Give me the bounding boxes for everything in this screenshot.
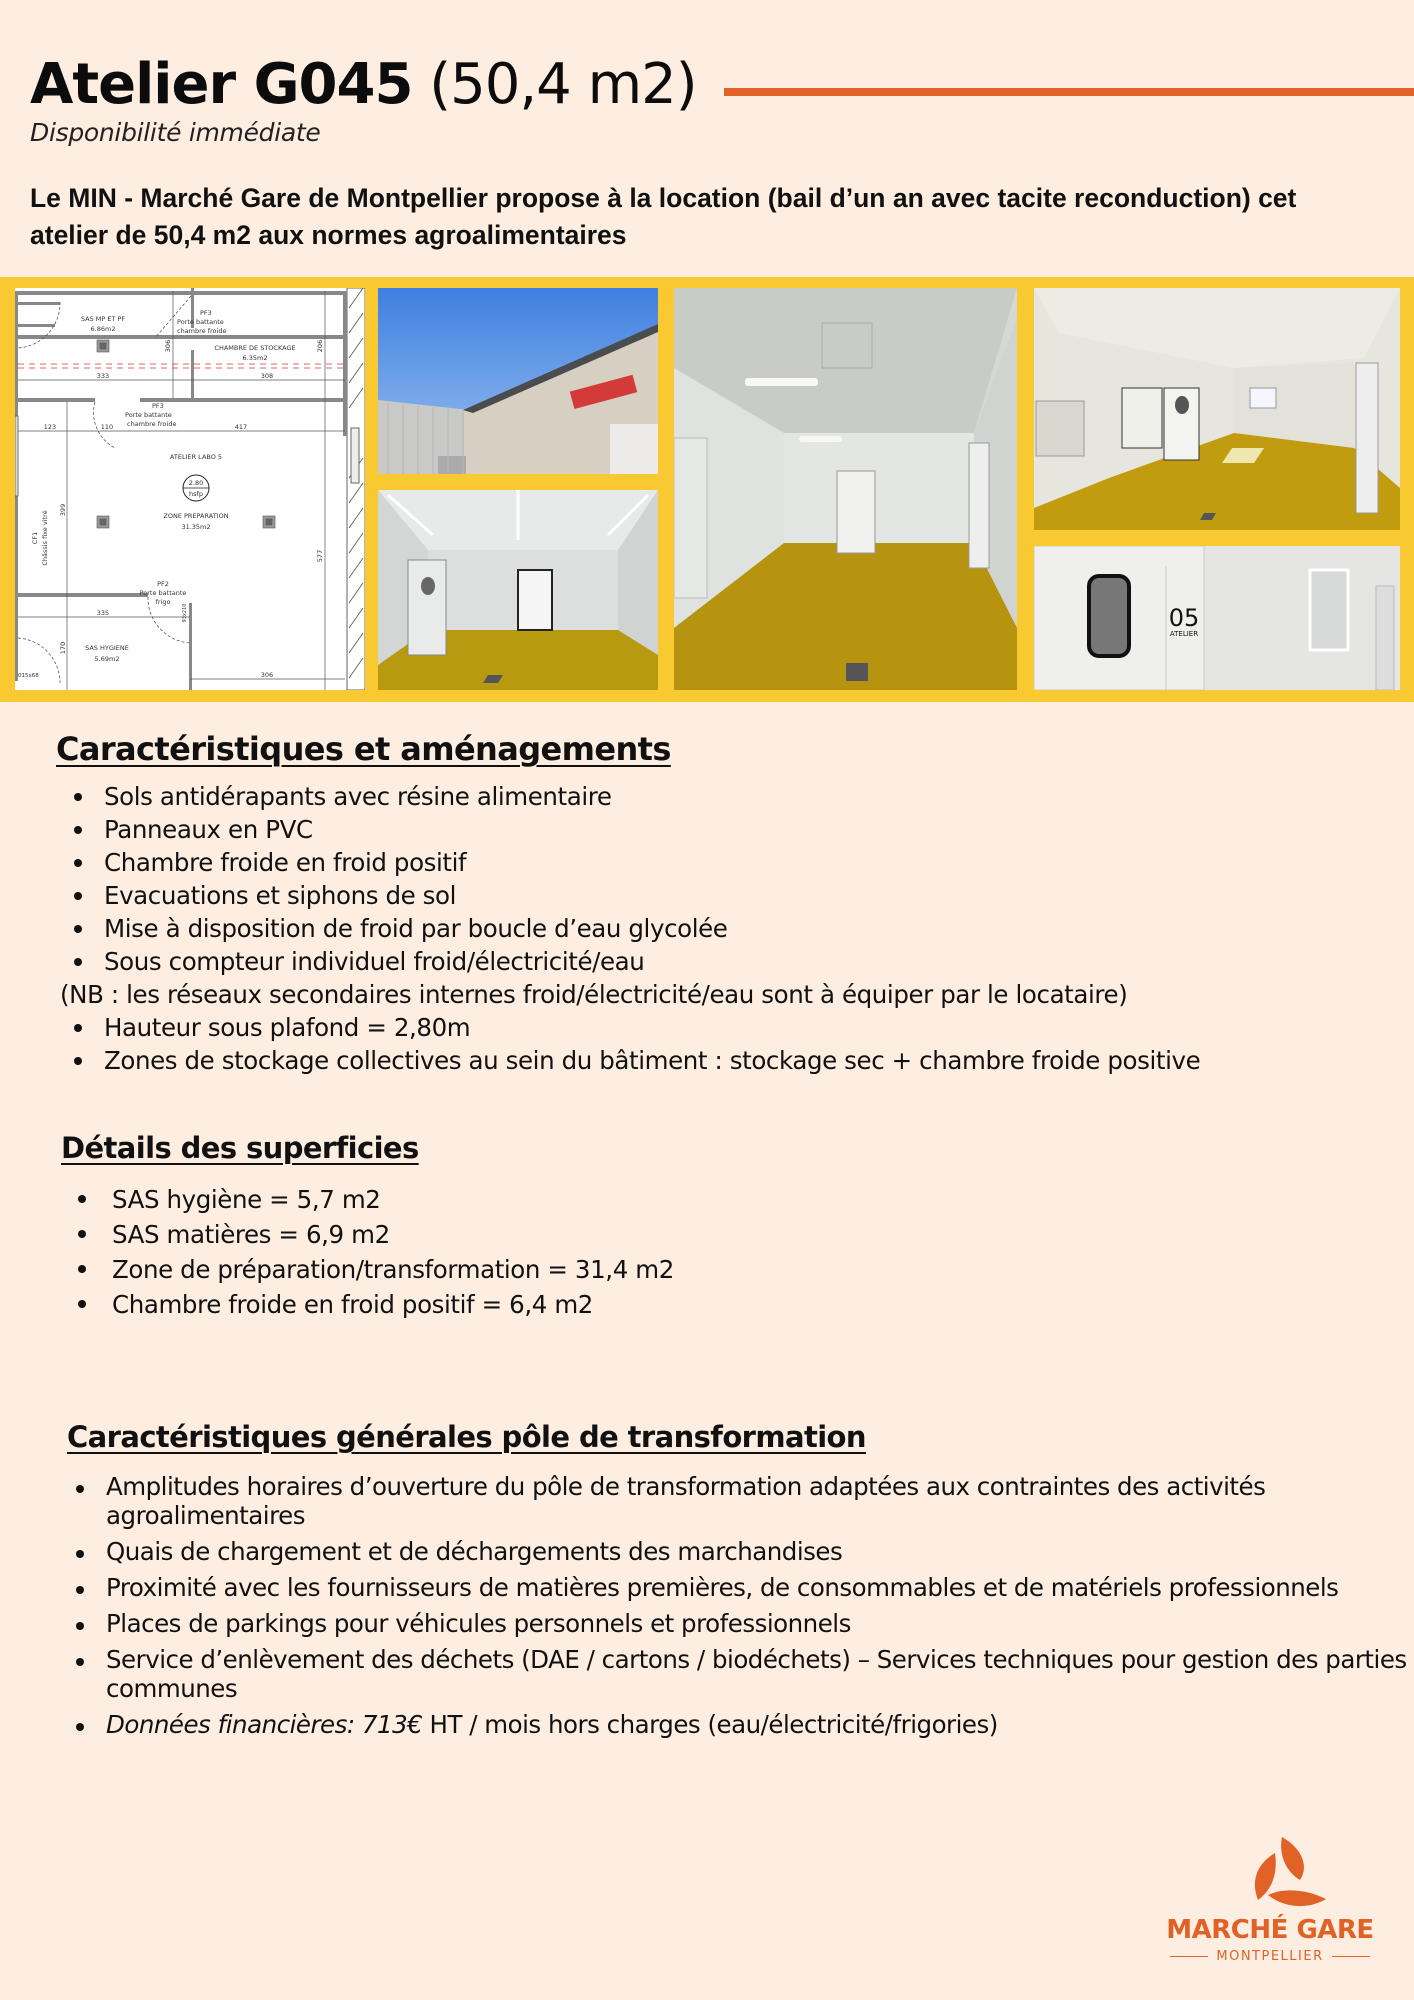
bullet-icon <box>76 1723 84 1731</box>
dimension-label: 206 <box>316 339 324 353</box>
pole-list <box>106 1472 1414 1746</box>
door-code: PF3 <box>152 402 164 410</box>
list-item: SAS hygiène = 5,7 m2 <box>112 1182 674 1217</box>
list-item: Mise à disposition de froid par boucle d’eau glycolée <box>104 912 1200 945</box>
dimension-label: 399 <box>59 503 67 517</box>
section-title-amenagements: Caractéristiques et aménagements <box>56 730 671 768</box>
bullet-icon <box>76 1485 84 1493</box>
bullet-icon <box>76 1550 84 1558</box>
list-item: Zone de préparation/transformation = 31,4 m2 <box>112 1252 674 1287</box>
bullet-icon <box>74 1024 82 1032</box>
window-code: CF1 <box>31 531 39 545</box>
dimension-label: 577 <box>316 549 324 563</box>
door-label: Porte battante <box>177 318 224 326</box>
dimension-label: 015x68 <box>18 673 39 679</box>
list-item: SAS matières = 6,9 m2 <box>112 1217 674 1252</box>
bullet-icon <box>76 1658 84 1666</box>
ceiling-height-unit: hsfp <box>189 490 203 498</box>
dimension-label: 308 <box>260 372 274 380</box>
photo-workshop-room <box>1034 288 1400 530</box>
door-label-text: ATELIER <box>1169 630 1199 638</box>
finance-details: HT / mois hors charges (eau/électricité/frigories) <box>422 1710 998 1739</box>
note-text: (NB : les réseaux secondaires internes froid/électricité/eau sont à équiper par le locataire) <box>60 980 1128 1009</box>
dimension-label: 306 <box>164 339 172 353</box>
room-label: CHAMBRE DE STOCKAGE <box>214 344 296 352</box>
availability-subtitle: Disponibilité immédiate <box>30 118 321 147</box>
dimension-label: 335 <box>96 609 110 617</box>
superficies-list <box>112 1182 674 1322</box>
door-label: chambre froide <box>127 420 177 428</box>
finance-label: Données financières: 713€ <box>106 1710 423 1739</box>
dimension-label: 333 <box>96 372 110 380</box>
room-label: SAS HYGIENE <box>85 644 129 652</box>
photo-building-exterior <box>378 288 658 474</box>
list-item: Places de parkings pour véhicules personnels et professionnels <box>106 1609 1414 1638</box>
bullet-icon <box>78 1230 86 1238</box>
dimension-label: 170 <box>59 641 67 655</box>
room-area: 6.35m2 <box>242 354 268 362</box>
ceiling-height-value: 2.80 <box>188 479 204 487</box>
dimension-label: 123 <box>43 423 57 431</box>
list-item: Zones de stockage collectives au sein du bâtiment : stockage sec + chambre froide positive <box>104 1044 1200 1077</box>
dimension-label: 417 <box>234 423 248 431</box>
room-area: 31.35m2 <box>181 523 211 531</box>
list-item: Sols antidérapants avec résine alimentaire <box>104 780 1200 813</box>
room-label: ATELIER LABO 5 <box>169 453 223 461</box>
bullet-icon <box>74 925 82 933</box>
list-item: Chambre froide en froid positif <box>104 846 1200 879</box>
logo-rule-right <box>1332 1956 1370 1957</box>
bullet-icon <box>74 826 82 834</box>
dimension-label: 93x210 <box>182 603 188 623</box>
section-title-superficies: Détails des superficies <box>61 1131 419 1165</box>
bullet-icon <box>76 1622 84 1630</box>
logo-city: MONTPELLIER <box>1150 1949 1390 1964</box>
title-accent-rule <box>724 88 1414 96</box>
room-label: ZONE PREPARATION <box>163 512 229 520</box>
title-area: (50,4 m2) <box>429 52 697 117</box>
bullet-icon <box>74 958 82 966</box>
list-item-finance <box>106 1710 1414 1739</box>
door-code: PF2 <box>157 580 169 588</box>
list-item: Hauteur sous plafond = 2,80m <box>104 1011 1200 1044</box>
bullet-icon <box>74 793 82 801</box>
bullet-icon <box>74 859 82 867</box>
bullet-icon <box>78 1195 86 1203</box>
door-label: Porte battante <box>139 589 187 597</box>
section-title-pole: Caractéristiques générales pôle de transformation <box>67 1420 866 1454</box>
door-label: Porte battante <box>125 411 172 419</box>
room-label: SAS MP ET PF <box>80 315 126 323</box>
bullet-icon <box>78 1300 86 1308</box>
photo-workshop-door <box>1034 546 1400 690</box>
floor-plan <box>15 288 365 690</box>
room-area: 6.86m2 <box>90 325 116 333</box>
bullet-icon <box>74 1057 82 1065</box>
bullet-icon <box>78 1265 86 1273</box>
window-label: Châssis fixe vitré <box>41 510 49 566</box>
logo-leaves-icon <box>1150 1835 1390 1915</box>
list-item: Quais de chargement et de déchargements des marchandises <box>106 1537 1414 1566</box>
list-item: Service d’enlèvement des déchets (DAE / cartons / biodéchets) – Services techniques pour gestion des parties communes <box>106 1645 1414 1703</box>
door-label: frigo <box>155 598 171 606</box>
logo-name: MARCHÉ GARE <box>1166 1915 1374 1945</box>
door-number: 05 <box>1168 604 1200 632</box>
amenagements-list <box>60 780 1201 1077</box>
page-title <box>30 52 697 118</box>
photo-cold-room <box>378 490 658 690</box>
list-item: Sous compteur individuel froid/électricité/eau <box>104 945 1200 978</box>
list-item: Evacuations et siphons de sol <box>104 879 1200 912</box>
list-item: Panneaux en PVC <box>104 813 1200 846</box>
bullet-icon <box>76 1586 84 1594</box>
room-area: 5.69m2 <box>94 655 120 663</box>
photo-hallway <box>674 288 1017 690</box>
bullet-icon <box>74 892 82 900</box>
marche-gare-logo <box>1150 1835 1390 1985</box>
list-item: Proximité avec les fournisseurs de matières premières, de consommables et de matériels professionnels <box>106 1573 1414 1602</box>
list-item: Amplitudes horaires d’ouverture du pôle de transformation adaptées aux contraintes des activités agroalimentaires <box>106 1472 1414 1530</box>
list-item: Chambre froide en froid positif = 6,4 m2 <box>112 1287 674 1322</box>
dimension-label: 110 <box>100 423 114 431</box>
title-name: Atelier G045 <box>30 52 413 117</box>
intro-paragraph: Le MIN - Marché Gare de Montpellier propose à la location (bail d’un an avec tacite reconduction) cet atelier de 50,4 m2 aux normes agroalimentaires <box>30 183 1297 250</box>
dimension-label: 306 <box>260 671 274 679</box>
door-label: chambre froide <box>177 327 227 335</box>
logo-rule-left <box>1170 1956 1208 1957</box>
door-code: PF3 <box>200 309 212 317</box>
